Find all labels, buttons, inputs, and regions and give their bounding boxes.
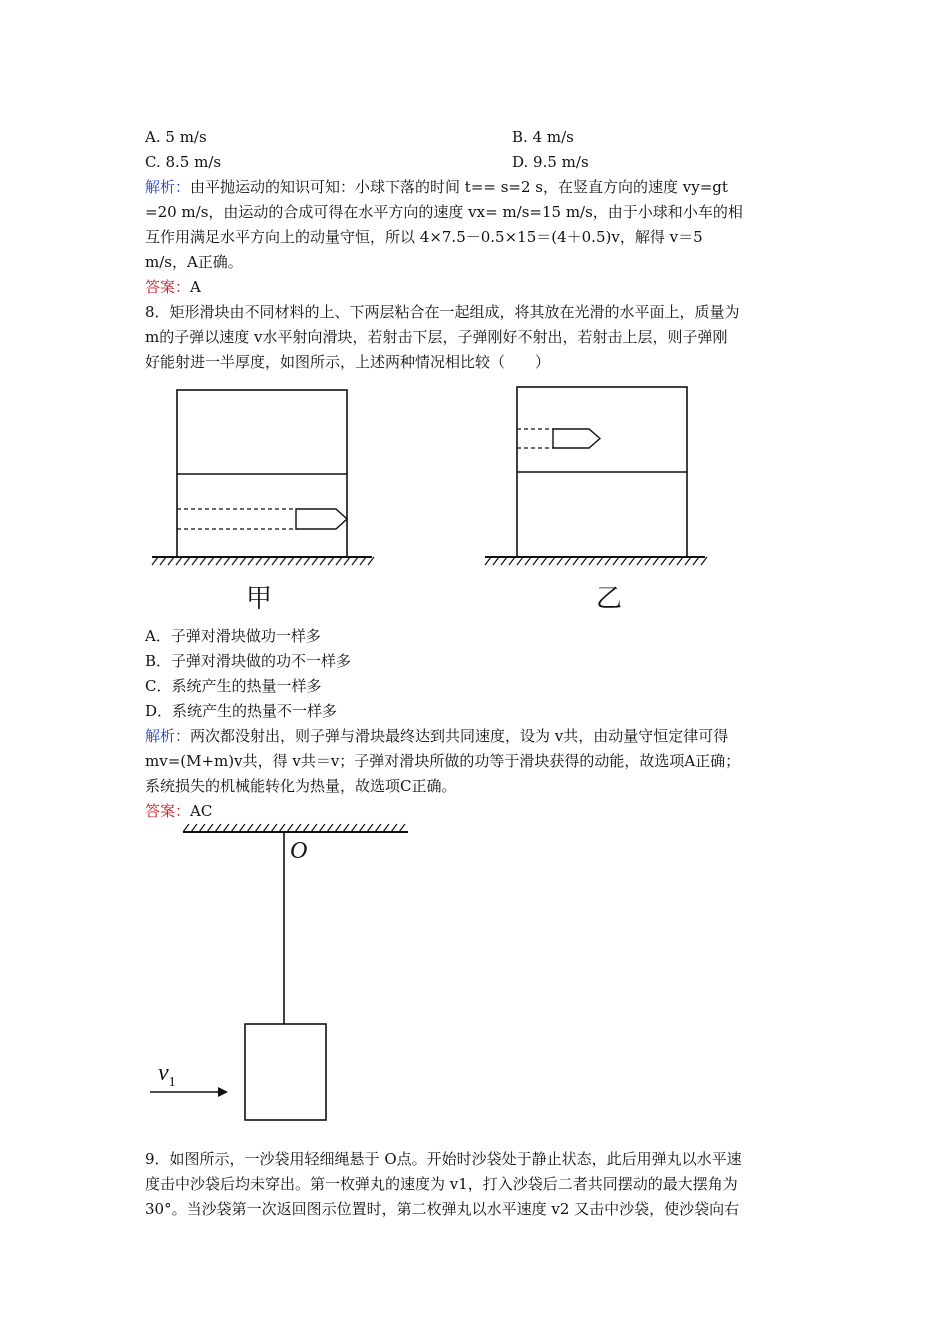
q7-answer: 答案：A [145, 278, 201, 296]
ground-hatch [152, 557, 374, 565]
q8-analysis-line-2: mv=(M+m)v共，得 v共＝v；子弹对滑块所做的功等于滑块获得的动能，故选项A正确； [145, 752, 741, 770]
q8-figure-jia [150, 385, 375, 570]
q7-analysis-label: 解析： [145, 178, 191, 196]
q8-option-b: B．子弹对滑块做的功不一样多 [145, 652, 352, 670]
q9-stem-line-3: 30°。当沙袋第一次返回图示位置时，第二枚弹丸以水平速度 v2 又击中沙袋，使沙袋向右 [145, 1200, 740, 1218]
pivot-label-o: O [290, 838, 308, 864]
velocity-label: $v_1$ [158, 1060, 176, 1090]
q7-analysis-line-4: m/s，A正确。 [145, 253, 243, 271]
velocity-arrow-head [218, 1087, 228, 1097]
figure-label-yi: 乙 [596, 584, 623, 614]
q8-stem-line-1: 8．矩形滑块由不同材料的上、下两层粘合在一起组成，将其放在光滑的水平面上，质量为 [145, 303, 740, 321]
q8-option-d: D．系统产生的热量不一样多 [145, 702, 338, 720]
q9-stem-line-2: 度击中沙袋后均未穿出。第一枚弹丸的速度为 v1，打入沙袋后二者共同摆动的最大摆角为 [145, 1175, 738, 1193]
figure-label-jia: 甲 [246, 584, 273, 614]
q8-answer-label: 答案： [145, 802, 191, 820]
q7-answer-label: 答案： [145, 278, 191, 296]
q7-analysis-line-1: 解析：由平抛运动的知识可知：小球下落的时间 t== s=2 s，在竖直方向的速度 vy=gt [145, 178, 728, 196]
q9-stem-line-1: 9．如图所示，一沙袋用轻细绳悬于 O点。开始时沙袋处于静止状态，此后用弹丸以水平速 [145, 1150, 742, 1168]
q8-analysis-line-3: 系统损失的机械能转化为热量，故选项C正确。 [145, 777, 457, 795]
q7-option-b: B. 4 m/s [512, 128, 574, 146]
q7-option-a: A. 5 m/s [145, 128, 207, 146]
q7-analysis-line-3: 互作用满足水平方向上的动量守恒，所以 4×7.5－0.5×15＝(4＋0.5)v，解得 v＝5 [145, 228, 703, 246]
bullet [296, 509, 347, 529]
ground-hatch [485, 557, 707, 565]
q8-stem-line-3: 好能射进一半厚度，如图所示，上述两种情况相比较（ ） [145, 353, 551, 371]
q7-option-d: D. 9.5 m/s [512, 153, 589, 171]
ceiling-hatch [183, 824, 405, 832]
q8-stem-line-2: m的子弹以速度 v水平射向滑块，若射击下层，子弹刚好不射出，若射击上层，则子弹刚 [145, 328, 728, 346]
q8-figure-yi [483, 385, 708, 570]
q8-analysis-line-1: 解析：两次都没射出，则子弹与滑块最终达到共同速度，设为 v共，由动量守恒定律可得 [145, 727, 729, 745]
q8-answer: 答案：AC [145, 802, 213, 820]
q7-option-c: C. 8.5 m/s [145, 153, 222, 171]
q9-figure-pendulum [140, 822, 420, 1127]
q8-analysis-label: 解析： [145, 727, 191, 745]
q8-option-a: A．子弹对滑块做功一样多 [145, 627, 321, 645]
q8-option-c: C．系统产生的热量一样多 [145, 677, 322, 695]
bullet [553, 429, 600, 448]
q7-analysis-line-2: =20 m/s，由运动的合成可得在水平方向的速度 vx= m/s=15 m/s，由于小球和小车的相 [145, 203, 743, 221]
sandbag [245, 1024, 326, 1120]
